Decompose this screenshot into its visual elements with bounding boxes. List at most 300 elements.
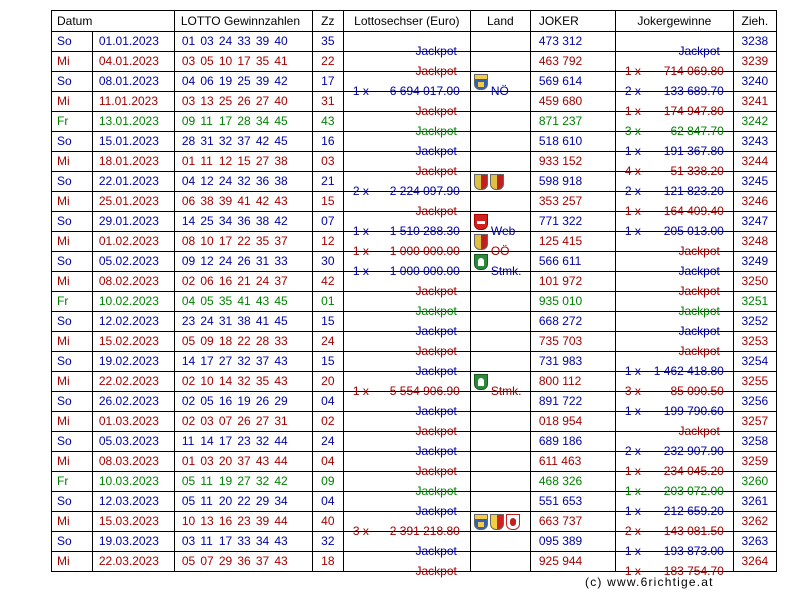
six-jackpot: Jackpot — [415, 403, 457, 418]
lottosechser-cell — [343, 212, 470, 238]
joker-amount: 714 069.80 — [663, 63, 724, 78]
date-cell: 15.01.2023 — [92, 132, 174, 152]
joker-jackpot: Jackpot — [678, 423, 720, 438]
joker-cell: 871 237 — [530, 112, 615, 132]
lotto-number: 41 — [274, 54, 288, 68]
land-name: Stmk. — [490, 383, 522, 398]
lotto-number: 39 — [218, 194, 233, 208]
lotto-number: 38 — [255, 214, 270, 228]
lotto-number: 16 — [218, 274, 233, 288]
table-row — [52, 472, 777, 492]
lotto-number: 35 — [218, 294, 233, 308]
lotto-number: 24 — [218, 174, 233, 188]
lotto-number: 34 — [255, 114, 270, 128]
table-row — [52, 372, 777, 392]
lotto-number: 34 — [255, 534, 270, 548]
joker-jackpot: Jackpot — [678, 343, 720, 358]
table-row — [52, 392, 777, 412]
lotto-number: 39 — [255, 514, 270, 528]
joker-jackpot: Jackpot — [678, 243, 720, 258]
table-row — [52, 232, 777, 252]
lotto-number: 14 — [200, 434, 214, 448]
six-count: 1 x — [352, 263, 369, 278]
header-jokergewinne: Jokergewinne — [615, 11, 733, 32]
lotto-number: 25 — [218, 94, 233, 108]
lotto-number: 34 — [274, 494, 288, 508]
date-cell: 15.03.2023 — [92, 512, 174, 532]
lotto-number: 36 — [237, 554, 251, 568]
lotto-number: 12 — [200, 174, 214, 188]
ziehung-cell: 3239 — [733, 52, 776, 72]
lotto-number: 32 — [255, 434, 270, 448]
lotto-number: 10 — [200, 234, 214, 248]
lotto-number: 31 — [274, 414, 288, 428]
jokergewinne-cell — [615, 492, 733, 518]
lottosechser-cell — [343, 472, 470, 498]
lotto-number: 17 — [218, 234, 233, 248]
six-jackpot: Jackpot — [415, 303, 457, 318]
joker-cell: 018 954 — [530, 412, 615, 432]
six-jackpot: Jackpot — [415, 143, 457, 158]
lotto-number: 25 — [237, 74, 251, 88]
ziehung-cell: 3260 — [733, 472, 776, 492]
lotto-number: 39 — [255, 74, 270, 88]
weekday-cell: Mi — [52, 152, 93, 172]
date-cell: 12.03.2023 — [92, 492, 174, 512]
date-cell: 18.01.2023 — [92, 152, 174, 172]
land-cell — [470, 472, 530, 492]
ziehung-cell: 3258 — [733, 432, 776, 452]
weekday-cell: Fr — [52, 472, 93, 492]
joker-cell: 771 322 — [530, 212, 615, 232]
lotto-number: 03 — [181, 94, 196, 108]
lotto-number: 13 — [200, 94, 214, 108]
joker-cell: 935 010 — [530, 292, 615, 312]
lotto-number: 18 — [218, 334, 233, 348]
lotto-number: 05 — [200, 394, 214, 408]
six-jackpot: Jackpot — [415, 563, 457, 578]
jokergewinne-cell — [615, 52, 733, 78]
lotto-number: 37 — [255, 554, 270, 568]
joker-jackpot: Jackpot — [678, 323, 720, 338]
jokergewinne-cell — [615, 332, 733, 358]
lottosechser-cell — [343, 252, 470, 278]
lotto-number: 33 — [274, 334, 288, 348]
lotto-number: 16 — [218, 394, 233, 408]
jokergewinne-cell — [615, 232, 733, 258]
lotto-number: 33 — [237, 534, 251, 548]
table-row — [52, 92, 777, 112]
lotto-number: 32 — [255, 474, 270, 488]
joker-count: 1 x — [624, 363, 641, 378]
date-cell: 05.03.2023 — [92, 432, 174, 452]
zusatzzahl-cell: 16 — [312, 132, 343, 152]
joker-amount: 203 072.00 — [663, 483, 724, 498]
land-cell — [470, 332, 530, 352]
table-row — [52, 292, 777, 312]
six-jackpot: Jackpot — [415, 423, 457, 438]
lotto-number: 01 — [181, 34, 196, 48]
joker-cell: 125 415 — [530, 232, 615, 252]
joker-amount: 193 873.00 — [663, 543, 724, 558]
numbers-cell — [174, 252, 312, 272]
ziehung-cell: 3251 — [733, 292, 776, 312]
weekday-cell: So — [52, 352, 93, 372]
date-cell: 11.01.2023 — [92, 92, 174, 112]
zusatzzahl-cell: 15 — [312, 312, 343, 332]
table-row — [52, 532, 777, 552]
numbers-cell — [174, 212, 312, 232]
jokergewinne-cell — [615, 32, 733, 58]
jokergewinne-cell — [615, 412, 733, 438]
lotto-number: 35 — [255, 234, 270, 248]
zusatzzahl-cell: 18 — [312, 552, 343, 572]
lottosechser-cell — [343, 452, 470, 478]
lottosechser-cell — [343, 552, 470, 578]
date-cell: 13.01.2023 — [92, 112, 174, 132]
six-jackpot: Jackpot — [415, 463, 457, 478]
jokergewinne-cell — [615, 92, 733, 118]
header-datum-spacer — [92, 11, 174, 32]
lottosechser-cell — [343, 152, 470, 178]
six-amount: 1 000 000.00 — [389, 243, 460, 258]
lotto-number: 19 — [237, 394, 251, 408]
lotto-number: 34 — [218, 214, 233, 228]
six-count: 1 x — [352, 383, 369, 398]
six-jackpot: Jackpot — [415, 283, 457, 298]
lotto-number: 01 — [181, 154, 196, 168]
lotto-number: 14 — [181, 214, 196, 228]
joker-cell: 566 611 — [530, 252, 615, 272]
joker-jackpot: Jackpot — [678, 303, 720, 318]
lotto-number: 10 — [181, 514, 196, 528]
jokergewinne-cell — [615, 272, 733, 298]
land-cell — [470, 72, 530, 98]
zusatzzahl-cell: 24 — [312, 432, 343, 452]
weekday-cell: So — [52, 532, 93, 552]
lotto-number: 22 — [237, 234, 251, 248]
lotto-number: 11 — [200, 114, 213, 128]
lotto-number: 11 — [181, 434, 195, 448]
date-cell: 08.01.2023 — [92, 72, 174, 92]
six-jackpot: Jackpot — [415, 503, 457, 518]
weekday-cell: Mi — [52, 92, 93, 112]
lottosechser-cell — [343, 52, 470, 78]
joker-cell: 800 112 — [530, 372, 615, 392]
lotto-number: 05 — [181, 474, 196, 488]
land-cell — [470, 512, 530, 532]
lottosechser-cell — [343, 192, 470, 218]
lotto-number: 17 — [218, 534, 233, 548]
coat-of-arms-icon — [474, 254, 488, 270]
land-cell — [470, 532, 530, 552]
lotto-number: 12 — [200, 254, 214, 268]
lotto-number: 01 — [181, 454, 196, 468]
numbers-cell — [174, 452, 312, 472]
joker-count: 4 x — [624, 163, 641, 178]
joker-cell: 891 722 — [530, 392, 615, 412]
lottosechser-cell — [343, 372, 470, 398]
six-jackpot: Jackpot — [415, 363, 457, 378]
lotto-number: 24 — [218, 254, 233, 268]
numbers-cell — [174, 152, 312, 172]
joker-count: 1 x — [624, 203, 641, 218]
zusatzzahl-cell: 40 — [312, 512, 343, 532]
land-cell — [470, 292, 530, 312]
lottosechser-cell — [343, 72, 470, 98]
lotto-number: 36 — [255, 174, 270, 188]
zusatzzahl-cell: 21 — [312, 172, 343, 192]
ziehung-cell: 3262 — [733, 512, 776, 532]
numbers-cell — [174, 412, 312, 432]
land-cell — [470, 372, 530, 398]
land-cell — [470, 252, 530, 278]
weekday-cell: Mi — [52, 552, 93, 572]
lotto-number: 43 — [274, 194, 288, 208]
land-cell — [470, 412, 530, 432]
lotto-number: 03 — [200, 414, 214, 428]
lotto-number: 05 — [181, 494, 196, 508]
joker-count: 1 x — [624, 63, 641, 78]
lotto-number: 33 — [274, 254, 288, 268]
weekday-cell: So — [52, 72, 93, 92]
lotto-number: 22 — [237, 494, 251, 508]
lotto-number: 41 — [237, 194, 251, 208]
lotto-number: 37 — [274, 234, 288, 248]
zusatzzahl-cell: 04 — [312, 492, 343, 512]
table-row — [52, 172, 777, 192]
table-row — [52, 192, 777, 212]
date-cell: 19.03.2023 — [92, 532, 174, 552]
lottosechser-cell — [343, 352, 470, 378]
ziehung-cell: 3263 — [733, 532, 776, 552]
lotto-number: 37 — [237, 454, 251, 468]
ziehung-cell: 3242 — [733, 112, 776, 132]
header-datum: Datum — [57, 13, 93, 28]
numbers-cell — [174, 192, 312, 212]
land-cell — [470, 272, 530, 292]
lotto-number: 27 — [255, 94, 270, 108]
lotto-number: 07 — [218, 414, 233, 428]
lotto-number: 45 — [274, 134, 288, 148]
lottosechser-cell — [343, 172, 470, 198]
lottosechser-cell — [343, 232, 470, 258]
weekday-cell: So — [52, 212, 93, 232]
lottosechser-cell — [343, 412, 470, 438]
land-cell — [470, 212, 530, 238]
ziehung-cell: 3264 — [733, 552, 776, 572]
table-row — [52, 352, 777, 372]
weekday-cell: So — [52, 392, 93, 412]
six-jackpot: Jackpot — [415, 543, 457, 558]
weekday-cell: So — [52, 312, 93, 332]
joker-count: 1 x — [624, 463, 641, 478]
jokergewinne-cell — [615, 132, 733, 158]
land-cell — [470, 392, 530, 412]
lotto-number: 31 — [200, 134, 214, 148]
land-cell — [470, 232, 530, 258]
lotto-number: 04 — [181, 294, 196, 308]
land-name: Web — [490, 223, 516, 238]
land-name: OÖ — [490, 243, 510, 258]
land-cell — [470, 112, 530, 132]
lotto-number: 22 — [237, 334, 251, 348]
weekday-cell: So — [52, 132, 93, 152]
header-land: Land — [470, 11, 530, 32]
lottosechser-cell — [343, 512, 470, 538]
jokergewinne-cell — [615, 192, 733, 218]
six-jackpot: Jackpot — [415, 103, 457, 118]
lotto-number: 14 — [181, 354, 196, 368]
table-row — [52, 312, 777, 332]
weekday-cell: Mi — [52, 512, 93, 532]
ziehung-cell: 3240 — [733, 72, 776, 92]
lotto-number: 43 — [255, 454, 270, 468]
numbers-cell — [174, 272, 312, 292]
joker-amount: 51 338.20 — [670, 163, 724, 178]
lottosechser-cell — [343, 432, 470, 458]
jokergewinne-cell — [615, 212, 733, 238]
lotto-number: 06 — [200, 74, 214, 88]
lotto-number: 08 — [181, 234, 196, 248]
date-cell: 08.03.2023 — [92, 452, 174, 472]
zusatzzahl-cell: 15 — [312, 352, 343, 372]
jokergewinne-cell — [615, 292, 733, 318]
lotto-number: 32 — [237, 354, 251, 368]
table-header-row — [52, 11, 777, 32]
joker-amount: 143 081.50 — [663, 523, 724, 538]
joker-count: 1 x — [624, 403, 641, 418]
weekday-cell: So — [52, 32, 93, 52]
date-cell: 08.02.2023 — [92, 272, 174, 292]
lotto-number: 19 — [218, 474, 233, 488]
numbers-cell — [174, 392, 312, 412]
ziehung-cell: 3245 — [733, 172, 776, 192]
lotto-number: 10 — [200, 374, 214, 388]
header-lotto: LOTTO Gewinnzahlen — [174, 11, 312, 32]
lotto-number: 03 — [181, 534, 196, 548]
lotto-number: 35 — [255, 54, 270, 68]
lotto-number: 27 — [218, 354, 233, 368]
lotto-number: 17 — [200, 354, 214, 368]
copyright-text[interactable]: (c) www.6richtige.at — [585, 575, 714, 589]
numbers-cell — [174, 172, 312, 192]
lotto-number: 33 — [237, 34, 251, 48]
lottosechser-cell — [343, 112, 470, 138]
numbers-cell — [174, 132, 312, 152]
lotto-number: 06 — [200, 274, 214, 288]
joker-cell: 473 312 — [530, 32, 615, 52]
zusatzzahl-cell: 04 — [312, 452, 343, 472]
lotto-number: 27 — [237, 474, 251, 488]
six-count: 1 x — [352, 243, 369, 258]
lotto-number: 03 — [181, 54, 196, 68]
lotto-number: 15 — [237, 154, 251, 168]
table-row — [52, 132, 777, 152]
lotto-number: 43 — [274, 554, 288, 568]
joker-count: 2 x — [624, 83, 641, 98]
jokergewinne-cell — [615, 152, 733, 178]
weekday-cell: Mi — [52, 52, 93, 72]
weekday-cell: Mi — [52, 412, 93, 432]
joker-count: 1 x — [624, 103, 641, 118]
joker-amount: 1 462 418.80 — [653, 363, 724, 378]
lotto-number: 24 — [218, 34, 233, 48]
weekday-cell: Mi — [52, 272, 93, 292]
numbers-cell — [174, 432, 312, 452]
joker-cell: 933 152 — [530, 152, 615, 172]
joker-cell: 611 463 — [530, 452, 615, 472]
zusatzzahl-cell: 15 — [312, 192, 343, 212]
jokergewinne-cell — [615, 552, 733, 578]
lotto-number: 23 — [237, 434, 251, 448]
lotto-number: 28 — [255, 334, 270, 348]
lotto-number: 45 — [274, 314, 288, 328]
joker-count: 2 x — [624, 443, 641, 458]
lotto-number: 38 — [274, 174, 288, 188]
lotto-number: 37 — [255, 354, 270, 368]
joker-cell: 663 737 — [530, 512, 615, 532]
jokergewinne-cell — [615, 352, 733, 378]
zusatzzahl-cell: 42 — [312, 272, 343, 292]
joker-count: 3 x — [624, 383, 641, 398]
lotto-number: 26 — [237, 414, 251, 428]
lotto-number: 23 — [181, 314, 196, 328]
date-cell: 10.02.2023 — [92, 292, 174, 312]
numbers-cell — [174, 372, 312, 392]
lotto-number: 44 — [274, 514, 288, 528]
numbers-cell — [174, 72, 312, 92]
joker-cell: 101 972 — [530, 272, 615, 292]
lotto-number: 12 — [218, 154, 233, 168]
date-cell: 01.03.2023 — [92, 412, 174, 432]
numbers-cell — [174, 112, 312, 132]
joker-amount: 174 947.80 — [663, 103, 724, 118]
joker-cell: 569 614 — [530, 72, 615, 92]
coat-of-arms-icon — [474, 214, 488, 230]
six-count: 1 x — [352, 223, 369, 238]
lottosechser-cell — [343, 292, 470, 318]
joker-amount: 232 907.90 — [663, 443, 724, 458]
lotto-number: 38 — [200, 194, 214, 208]
coat-of-arms-icon — [490, 174, 504, 190]
table-row — [52, 72, 777, 92]
ziehung-cell: 3247 — [733, 212, 776, 232]
joker-amount: 191 367.80 — [663, 143, 724, 158]
date-cell: 22.01.2023 — [92, 172, 174, 192]
jokergewinne-cell — [615, 112, 733, 138]
zusatzzahl-cell: 31 — [312, 92, 343, 112]
date-cell: 05.02.2023 — [92, 252, 174, 272]
joker-amount: 121 823.20 — [663, 183, 724, 198]
lotto-number: 31 — [218, 314, 233, 328]
lotto-number: 19 — [218, 74, 233, 88]
joker-amount: 205 013.00 — [663, 223, 724, 238]
table-row — [52, 152, 777, 172]
table-row — [52, 432, 777, 452]
zusatzzahl-cell: 01 — [312, 292, 343, 312]
table-row — [52, 512, 777, 532]
joker-cell: 468 326 — [530, 472, 615, 492]
lotto-number: 14 — [218, 374, 233, 388]
lotto-number: 03 — [200, 454, 214, 468]
lottosechser-cell — [343, 492, 470, 518]
jokergewinne-cell — [615, 372, 733, 398]
ziehung-cell: 3255 — [733, 372, 776, 392]
weekday-cell: Mi — [52, 332, 93, 352]
ziehung-cell: 3248 — [733, 232, 776, 252]
lotto-number: 11 — [200, 494, 213, 508]
